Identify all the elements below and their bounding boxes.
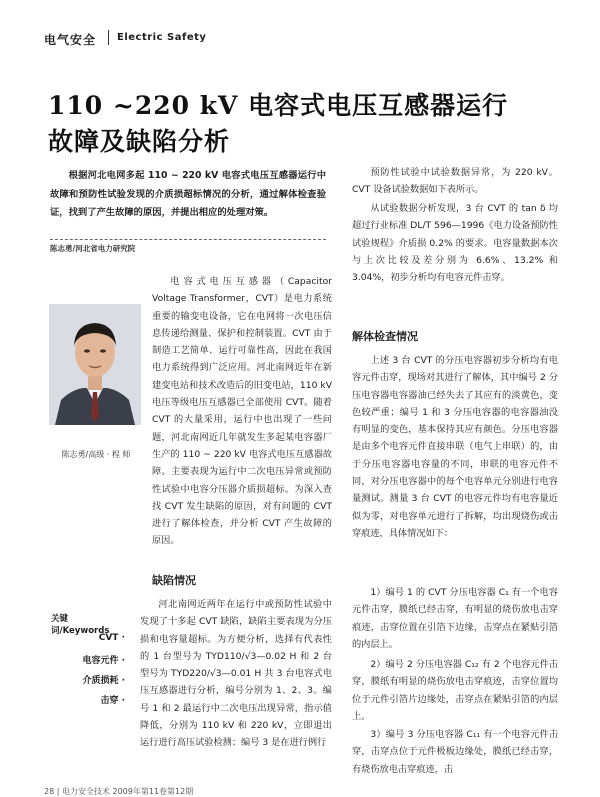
title-line-2: 故障及缺陷分析 bbox=[48, 127, 231, 156]
header-divider bbox=[108, 30, 109, 45]
abstract: 根据河北电网多起 110 ~ 220 kV 电容式电压互感器运行中故障和预防性试验发现的介质损超标情况的分析，通过解体检查验证，找到了产生故障的原因，并提出相应的处理对策。 bbox=[50, 170, 326, 218]
abstract-divider bbox=[50, 239, 326, 240]
keywords-title: 关键词/Keywords bbox=[51, 614, 110, 636]
photo-caption: 陈志勇/高级 · 程 师 bbox=[61, 450, 131, 459]
right-item-2: 2）编号 2 分压电容器 C₁₂ 有 2 个电容元件击穿，膜纸有明显的烧伤放电击穿痕迹，击穿位置均位于元件引箔片边缘处，击穿点在紧贴引箔的内层上。 bbox=[352, 659, 558, 722]
article-title bbox=[48, 88, 568, 160]
right-paragraph-3: 上述 3 台 CVT 的分压电容器初步分析均有电容元件击穿，现场对其进行了解体，其中编号 2 分压电容器电容器油已经失去了其应有的淡黄色，变色较严重；编号 1 和 3 分压电容器的电容器油没有明显的变色，基本保持其应有颜色。分压电容器是由多个电容元件直接串联（电气上串联）的，由于分压电容器电容量的不同，串联的电容元件不同，对分压电容器中的每个电容单元分别进行电容量测试。测量 3 台 CVT 的电容元件均有电容量近似为零，对电容单元进行了拆解，均出现烧伤或击穿痕迹，具体情况如下： bbox=[352, 355, 558, 539]
intro-paragraph: 电容式电压互感器（Capacitor Voltage Transformer，CVT）是电力系统重要的输变电设备，它在电网将一次电压信息传递给测量、保护和控制装置。CVT 由于制造工艺简单、运行可靠性高，因此在我国电力系统得到广泛应用。河北南网近年在新建变电站和技术改造后的旧变电站，110 kV电压等级电压互感器已全部使用 CVT。随着 CVT 的大量采用，运行中也出现了一些问题，河北南网近几年就发生多起某电容器厂生产的 110 ~ 220 kV 电容式电压互感器故障。主要表现为运行中二次电压异常或预防性试验中电容分压器介质损超标。为深入查找 CVT 发生缺陷的原因，对有问题的 CVT 进行了解体检查，并分析 CVT 产生故障的原因。 bbox=[152, 276, 332, 547]
section-label-en: Electric Safety bbox=[117, 32, 207, 43]
right-paragraph-2: 从试验数据分析发现，3 台 CVT 的 tan δ 均超过行业标准 DL/T 596—1996《电力设备预防性试验规程》介质损 0.2% 的要求。电容量数据本次与上次比较及差分别为 6.6%、13.2% 和 3.04%，初步分析均有电容元件击穿。 bbox=[352, 203, 558, 284]
section-label: 电气安全 bbox=[44, 33, 97, 47]
keyword-item: CVT · bbox=[98, 633, 125, 643]
keyword-item: 介质损耗 · bbox=[82, 676, 125, 686]
title-line-1: 110 ~220 kV 电容式电压互感器运行 bbox=[48, 91, 509, 120]
keyword-item: 电容元件 · bbox=[82, 656, 125, 666]
section-heading-inspection: 解体检查情况 bbox=[352, 330, 418, 343]
section-heading-defects: 缺陷情况 bbox=[152, 574, 196, 587]
page-footer: 28 | 电力安全技术 2009年第11卷第12期 bbox=[44, 787, 194, 796]
portrait-image bbox=[49, 304, 141, 425]
author-photo bbox=[49, 304, 141, 425]
keyword-item: 击穿 · bbox=[100, 696, 125, 706]
right-paragraph-1: 预防性试验中试验数据异常，为 220 kV。CVT 设备试验数据如下表所示。 bbox=[352, 167, 558, 196]
right-item-1: 1）编号 1 的 CVT 分压电容器 C₁ 有一个电容元件击穿，膜纸已经击穿，有明显的烧伤放电击穿痕迹，击穿位置在引箔下边缘，击穿点在紧贴引箔的内层上。 bbox=[352, 587, 558, 650]
defects-paragraph: 河北南网近两年在运行中或预防性试验中发现了十多起 CVT 缺陷，缺陷主要表现为分压损和电容量超标。为方便分析，选择有代表性的 1 台型号为 TYD110/√3—0.02 H 和 2 台型号为 TYD220/√3—0.01 H 共 3 台电容式电压互感器进行分析，编号分别为 1、2、3。编号 1 和 2 最运行中二次电压出现异常，指示值降低，分别为 110 kV 和 220 kV，立即退出运行进行高压试验检测；编号 3 是在进行例行 bbox=[140, 599, 332, 749]
author-line: 陈志勇/河北省电力研究院 bbox=[50, 244, 136, 253]
right-item-3: 3）编号 3 分压电容器 C₁₁ 有一个电容元件击穿，击穿点位于元件极板边缘处，膜纸已经击穿，有烧伤放电击穿痕迹，击 bbox=[352, 729, 558, 775]
